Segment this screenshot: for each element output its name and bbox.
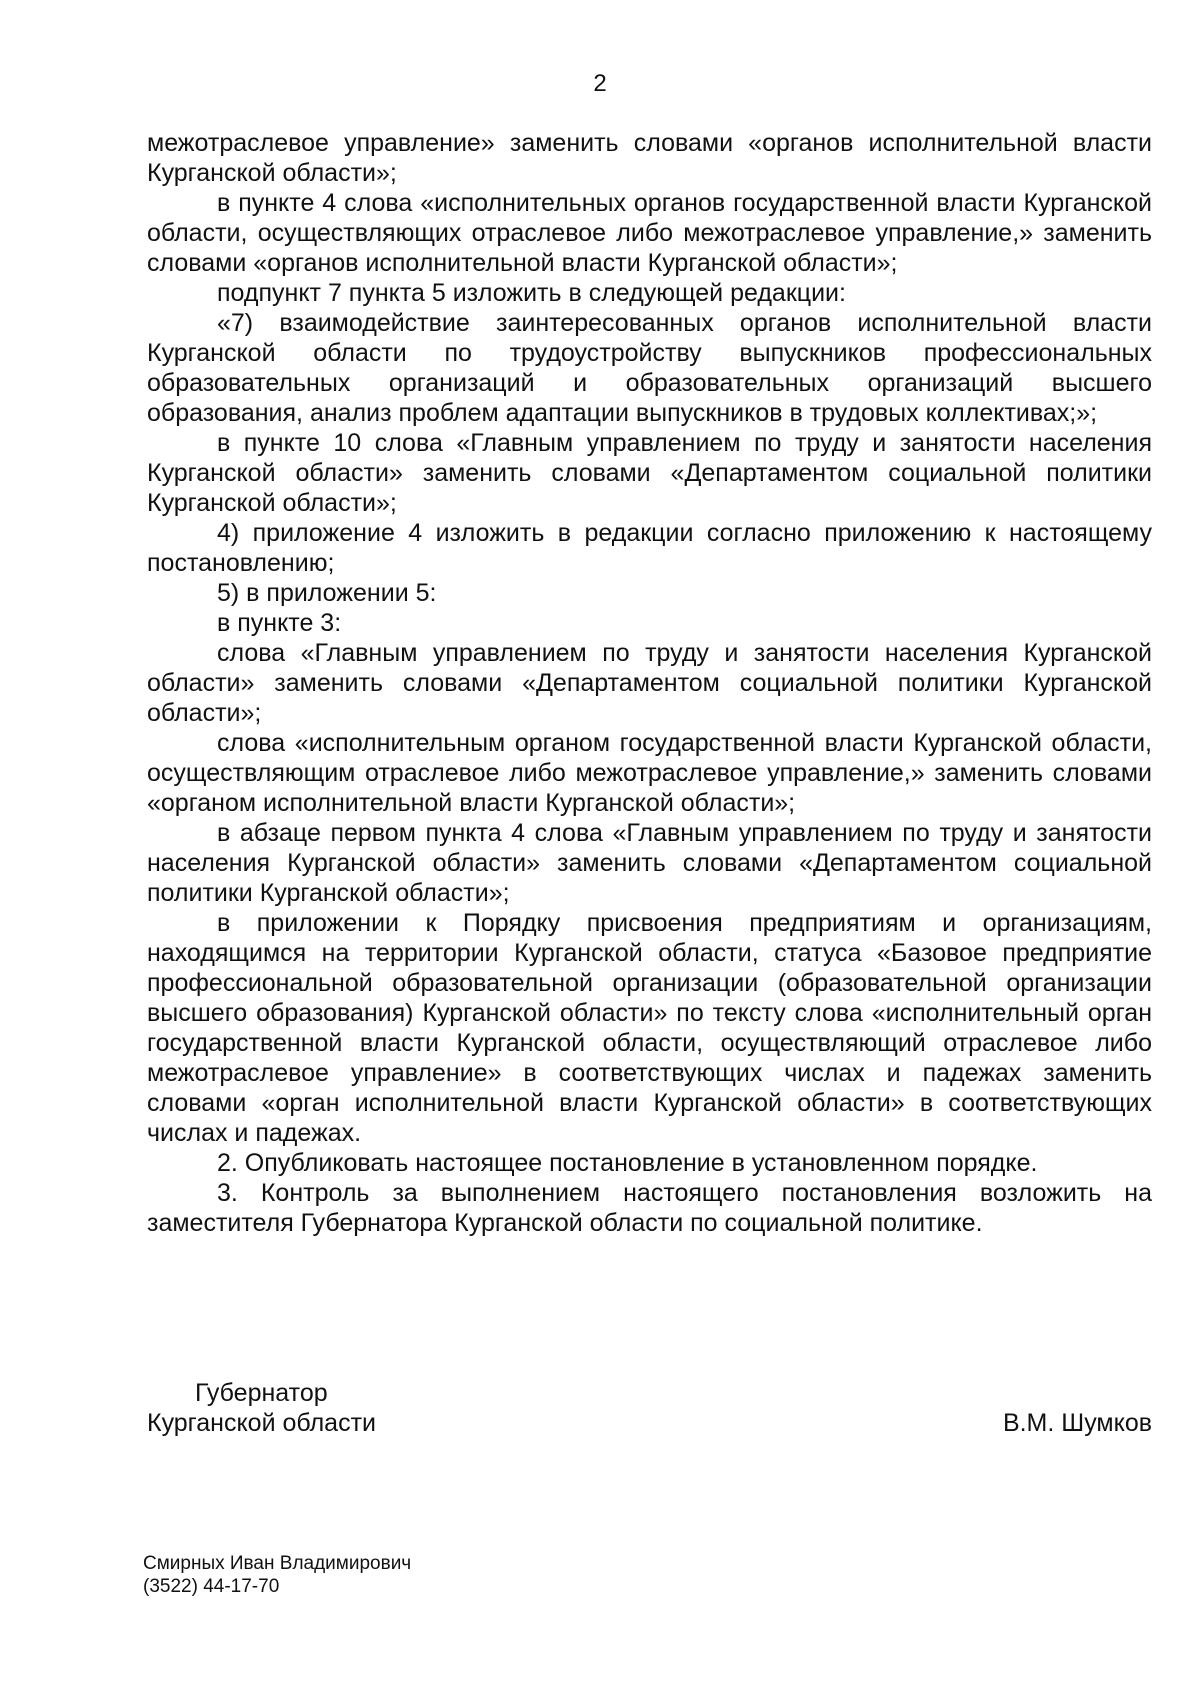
paragraph: в пункте 3: [217,609,342,637]
contact-person: Смирных Иван Владимирович [143,1553,412,1574]
paragraph: в приложении к Порядку присвоения предприятиям и организациям, находящимся на территории Курганской области, статуса «Базовое предприятие профессиональной образовательной организации (образовательной организации высшего образования) Курганской области» по тексту слова «исполнительный орган государственной власти Курганской области, осуществляющий отраслевое либо межотраслевое управление» в соответствующих числах и падежах заменить словами «орган исполнительной власти Курганской области» в соответствующих числах и падежах. [147,909,1152,1147]
paragraph: 2. Опубликовать настоящее постановление в установленном порядке. [217,1149,1038,1177]
signer-title-line2: Курганской области [147,1409,377,1437]
signer-name: В.М. Шумков [1002,1409,1152,1437]
paragraph: межотраслевое управление» заменить словами «органов исполнительной власти Курганской области»; [147,129,1152,187]
paragraph: слова «Главным управлением по труду и занятости населения Курганской области» заменить словами «Департаментом социальной политики Курганской области»; [147,639,1152,727]
paragraph: слова «исполнительным органом государственной власти Курганской области, осуществляющим отраслевое либо межотраслевое управление,» заменить словами «органом исполнительной власти Курганской области»; [147,729,1152,817]
signer-title-line1: Губернатор [195,1379,328,1407]
paragraph: 3. Контроль за выполнением настоящего постановления возложить на заместителя Губернатора Курганской области по социальной политике. [147,1179,1152,1237]
page-number: 2 [593,70,607,97]
document-body [147,128,1152,1238]
contact-phone: (3522) 44-17-70 [143,1576,280,1597]
signature-block [147,1378,1152,1438]
paragraph: в абзаце первом пункта 4 слова «Главным управлением по труду и занятости населения Курганской области» заменить словами «Департаментом социальной политики Курганской области»; [147,819,1152,907]
paragraph: «7) взаимодействие заинтересованных органов исполнительной власти Курганской области по трудоустройству выпускников профессиональных образовательных организаций и образовательных организаций высшего образования, анализ проблем адаптации выпускников в трудовых коллективах;»; [147,309,1152,427]
paragraph: в пункте 4 слова «исполнительных органов государственной власти Курганской области, осуществляющих отраслевое либо межотраслевое управление,» заменить словами «органов исполнительной власти Курганской области»; [147,189,1152,277]
paragraph: 5) в приложении 5: [217,579,437,607]
paragraph: 4) приложение 4 изложить в редакции согласно приложению к настоящему постановлению; [147,519,1152,577]
paragraph: в пункте 10 слова «Главным управлением по труду и занятости населения Курганской области» заменить словами «Департаментом социальной политики Курганской области»; [147,429,1152,517]
signature-row [147,1408,1152,1438]
paragraph: подпункт 7 пункта 5 изложить в следующей редакции: [217,279,846,307]
contact-block [143,1552,411,1598]
